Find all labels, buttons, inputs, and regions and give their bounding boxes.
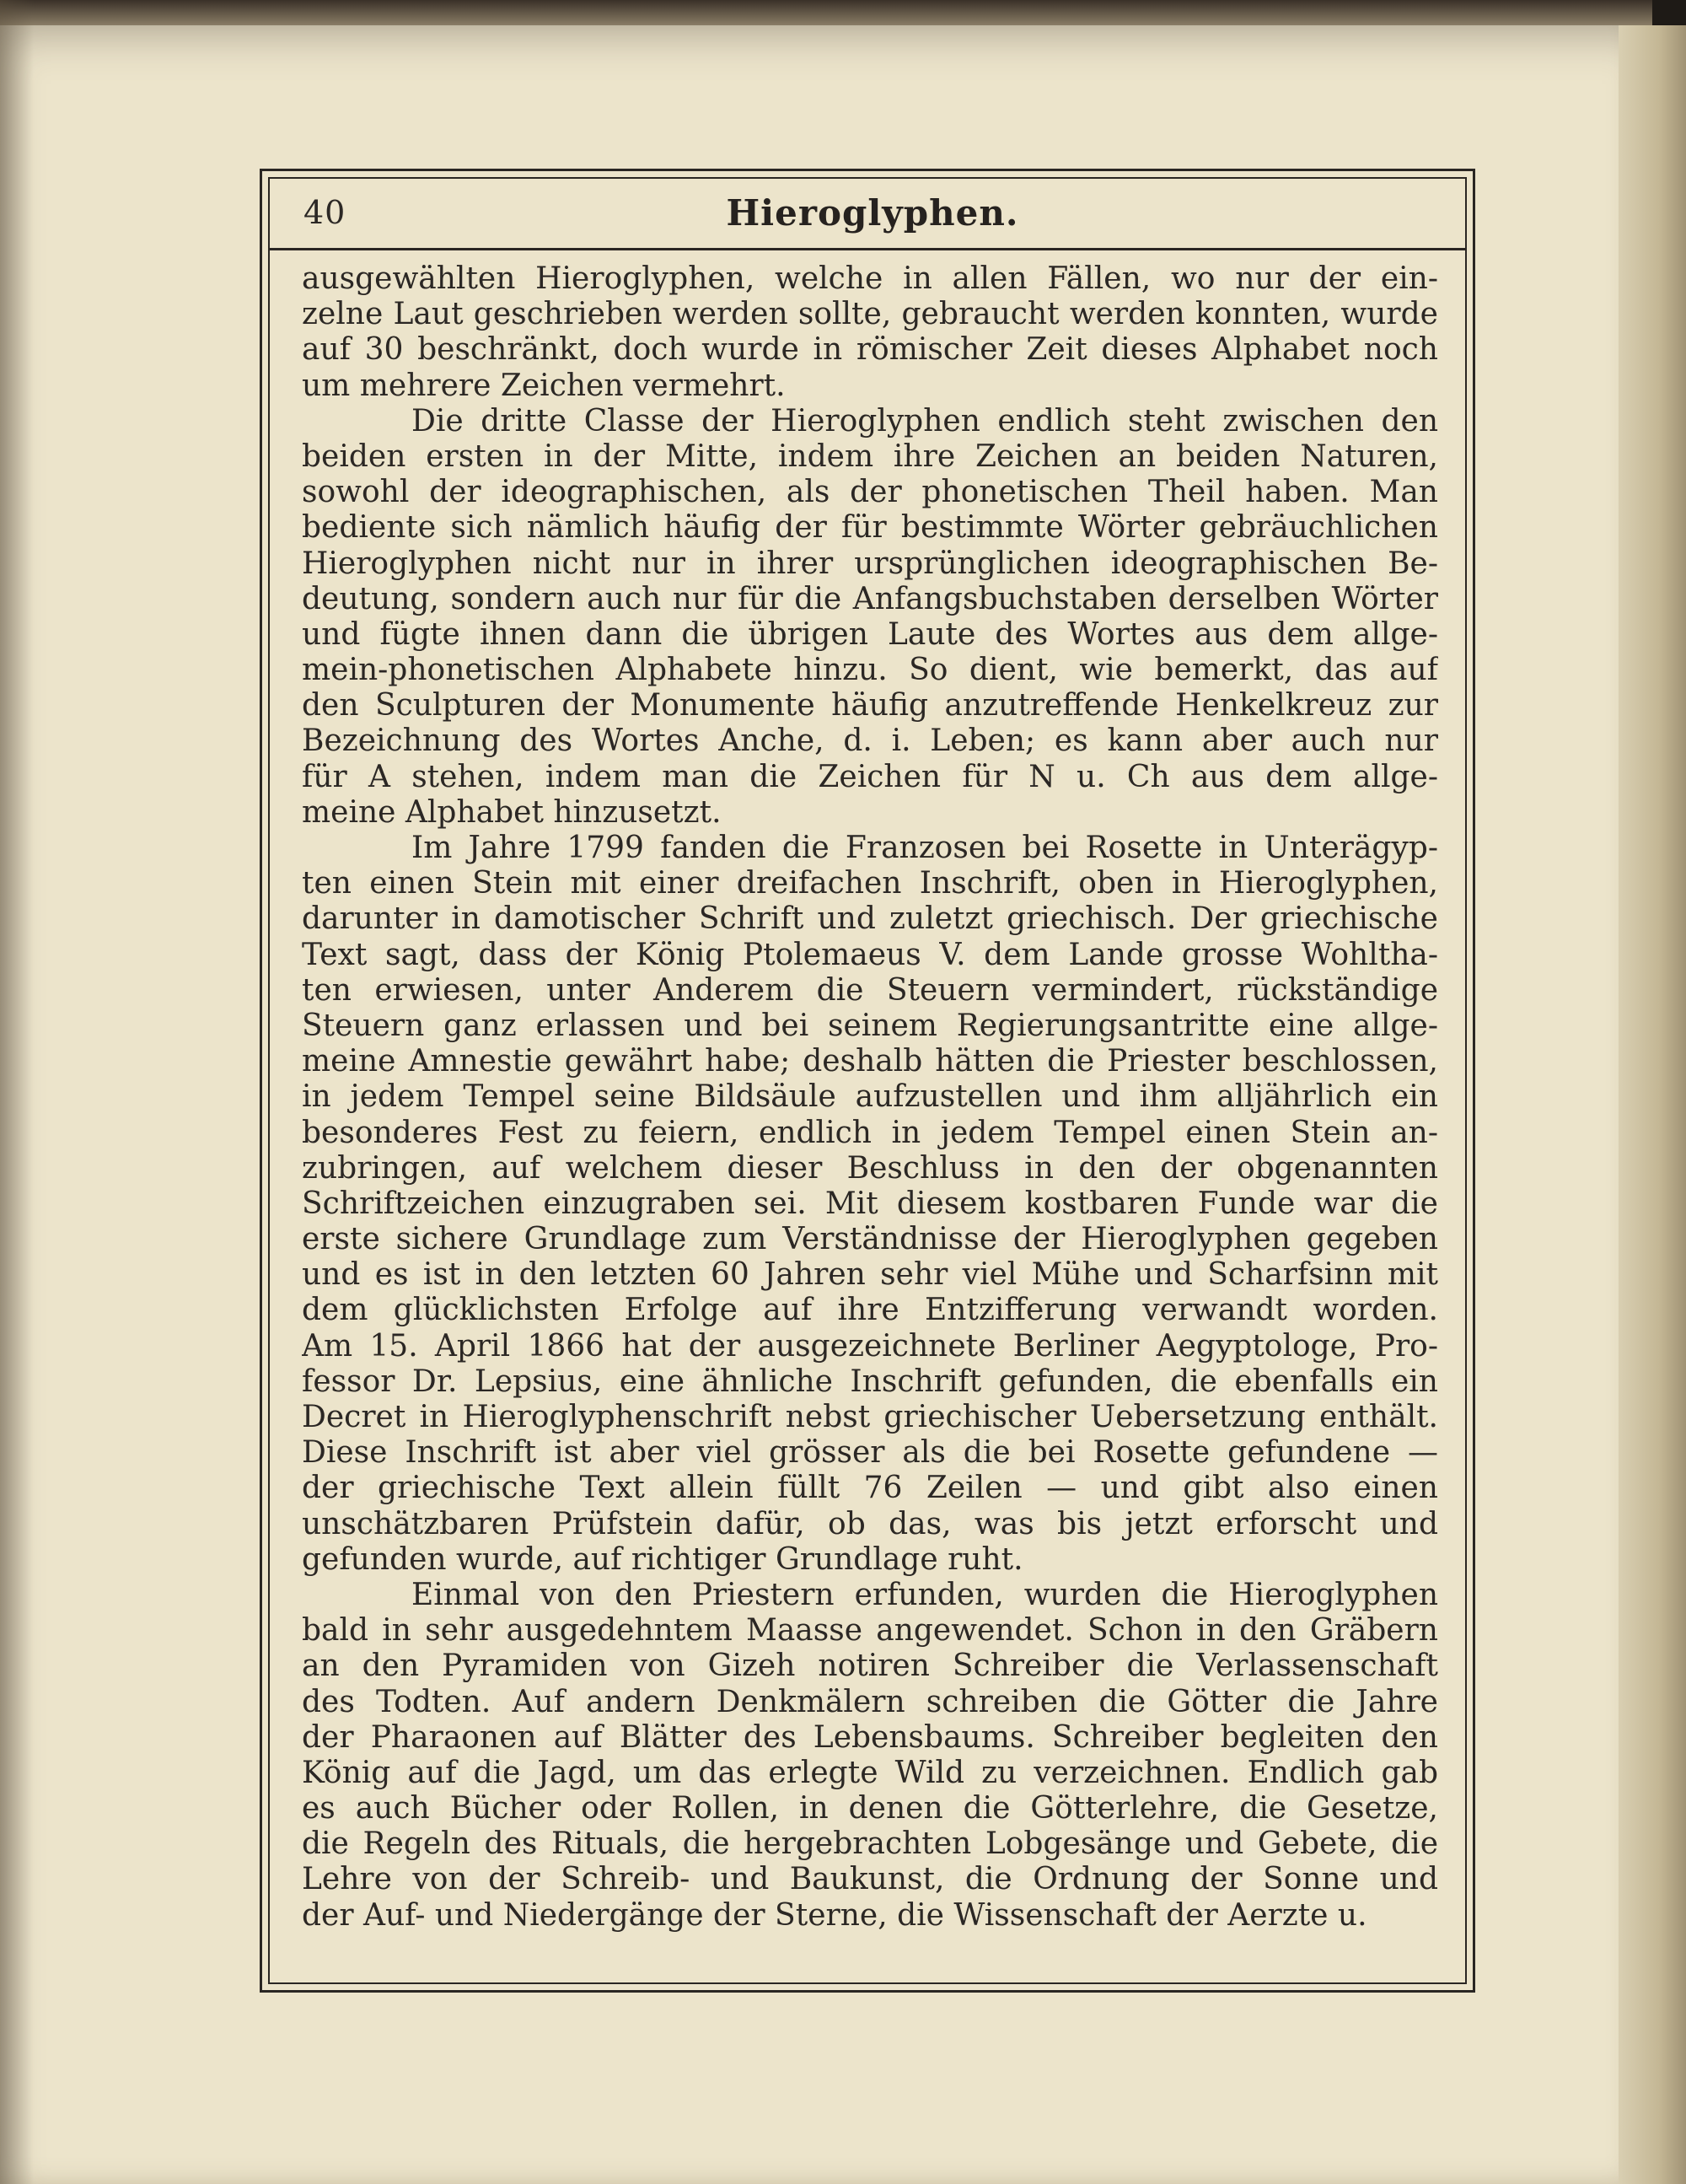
- text-line: und es ist in den letzten 60 Jahren sehr viel Mühe und Scharfsinn mit: [302, 1257, 1438, 1293]
- text-line: König auf die Jagd, um das erlegte Wild zu verzeichnen. Endlich gab: [302, 1755, 1438, 1790]
- text-line: Am 15. April 1866 hat der ausgezeichnete Berliner Aegyptologe, Pro-: [302, 1328, 1438, 1364]
- gutter-shadow: [0, 0, 34, 2184]
- text-line: und fügte ihnen dann die übrigen Laute des Wortes aus dem allge-: [302, 616, 1438, 652]
- text-line: ten erwiesen, unter Anderem die Steuern vermindert, rückständige: [302, 972, 1438, 1008]
- text-line: fessor Dr. Lepsius, eine ähnliche Inschrift gefunden, die ebenfalls ein: [302, 1364, 1438, 1399]
- text-line: mein-phonetischen Alphabete hinzu. So dient, wie bemerkt, das auf: [302, 653, 1438, 688]
- text-line: Lehre von der Schreib- und Baukunst, die Ordnung der Sonne und: [302, 1862, 1438, 1897]
- text-line: die Regeln des Rituals, die hergebrachten Lobgesänge und Gebete, die: [302, 1826, 1438, 1862]
- text-line: deutung, sondern auch nur für die Anfangsbuchstaben derselben Wörter: [302, 581, 1438, 616]
- text-line: Einmal von den Priestern erfunden, wurden die Hieroglyphen: [411, 1577, 1438, 1612]
- text-line: es auch Bücher oder Rollen, in denen die Götterlehre, die Gesetze,: [302, 1791, 1438, 1826]
- text-line: Bezeichnung des Wortes Anche, d. i. Leben; es kann aber auch nur: [302, 724, 1438, 759]
- body-text: [302, 261, 1438, 1934]
- text-line: zelne Laut geschrieben werden sollte, gebraucht werden konnten, wurde: [302, 297, 1438, 332]
- text-line: Hieroglyphen nicht nur in ihrer ursprünglichen ideographischen Be-: [302, 546, 1438, 581]
- text-line: Die dritte Classe der Hieroglyphen endlich steht zwischen den: [411, 403, 1438, 438]
- text-line: an den Pyramiden von Gizeh notiren Schreiber die Verlassenschaft: [302, 1649, 1438, 1684]
- text-line: auf 30 beschränkt, doch wurde in römischer Zeit dieses Alphabet noch: [302, 332, 1438, 368]
- text-line: Diese Inschrift ist aber viel grösser als die bei Rosette gefundene —: [302, 1435, 1438, 1471]
- text-line: der Pharaonen auf Blätter des Lebensbaums. Schreiber begleiten den: [302, 1719, 1438, 1755]
- text-line: ausgewählten Hieroglyphen, welche in allen Fällen, wo nur der ein-: [302, 261, 1438, 296]
- text-line: zubringen, auf welchem dieser Beschluss in den der obgenannten: [302, 1150, 1438, 1186]
- text-line: um mehrere Zeichen vermehrt.: [302, 368, 786, 403]
- text-line: Text sagt, dass der König Ptolemaeus V. dem Lande grosse Wohltha-: [302, 937, 1438, 972]
- text-line: Steuern ganz erlassen und bei seinem Regierungsantritte eine allge-: [302, 1008, 1438, 1043]
- text-line: der griechische Text allein füllt 76 Zeilen — und gibt also einen: [302, 1471, 1438, 1506]
- text-line: des Todten. Auf andern Denkmälern schreiben die Götter die Jahre: [302, 1684, 1438, 1719]
- text-line: Schriftzeichen einzugraben sei. Mit diesem kostbaren Funde war die: [302, 1186, 1438, 1221]
- running-title: Hieroglyphen.: [726, 192, 1019, 234]
- page-number: 40: [303, 194, 346, 231]
- text-line: unschätzbaren Prüfstein dafür, ob das, was bis jetzt erforscht und: [302, 1506, 1438, 1541]
- text-line: den Sculpturen der Monumente häufig anzutreffende Henkelkreuz zur: [302, 688, 1438, 724]
- text-line: meine Alphabet hinzusetzt.: [302, 794, 722, 830]
- text-line: sowohl der ideographischen, als der phonetischen Theil haben. Man: [302, 475, 1438, 510]
- text-line: darunter in damotischer Schrift und zuletzt griechisch. Der griechische: [302, 901, 1438, 937]
- adjacent-page-edge: [1619, 25, 1686, 2184]
- text-line: Im Jahre 1799 fanden die Franzosen bei Rosette in Unterägyp-: [411, 831, 1438, 865]
- running-header: [303, 192, 1442, 239]
- page-top-edge: [0, 0, 1652, 25]
- text-line: gefunden wurde, auf richtiger Grundlage ruht.: [302, 1541, 1023, 1577]
- text-line: beiden ersten in der Mitte, indem ihre Zeichen an beiden Naturen,: [302, 438, 1438, 474]
- text-line: dem glücklichsten Erfolge auf ihre Entzifferung verwandt worden.: [302, 1293, 1438, 1328]
- text-line: Decret in Hieroglyphenschrift nebst griechischer Uebersetzung enthält.: [302, 1400, 1438, 1434]
- text-line: in jedem Tempel seine Bildsäule aufzustellen und ihm alljährlich ein: [302, 1079, 1438, 1115]
- header-rule: [270, 248, 1467, 250]
- text-line: meine Amnestie gewährt habe; deshalb hätten die Priester beschlossen,: [302, 1044, 1438, 1079]
- text-line: für A stehen, indem man die Zeichen für N u. Ch aus dem allge-: [302, 759, 1438, 794]
- text-line: der Auf- und Niedergänge der Sterne, die Wissenschaft der Aerzte u.: [302, 1897, 1367, 1933]
- text-line: besonderes Fest zu feiern, endlich in jedem Tempel einen Stein an-: [302, 1115, 1438, 1150]
- text-line: bald in sehr ausgedehntem Maasse angewendet. Schon in den Gräbern: [302, 1613, 1438, 1649]
- text-line: bediente sich nämlich häufig der für bestimmte Wörter gebräuchlichen: [302, 510, 1438, 546]
- text-line: ten einen Stein mit einer dreifachen Inschrift, oben in Hieroglyphen,: [302, 866, 1438, 901]
- text-line: erste sichere Grundlage zum Verständnisse der Hieroglyphen gegeben: [302, 1222, 1438, 1257]
